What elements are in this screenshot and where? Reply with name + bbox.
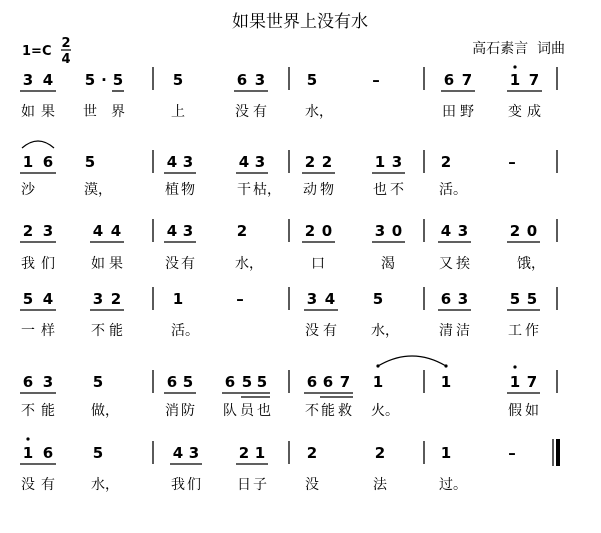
octave-dot-high: [376, 364, 379, 367]
lyric: 物: [181, 182, 195, 198]
lyric: 口: [311, 256, 325, 272]
lyric: 也: [257, 403, 271, 419]
note: 5: [22, 290, 34, 308]
lyrics-4: [21, 322, 539, 339]
lyric: 做，: [91, 403, 119, 419]
note: 7: [528, 71, 540, 89]
system-3: [23, 222, 537, 240]
lyrics-3: [21, 255, 545, 272]
lyric: 没: [21, 477, 35, 493]
lyrics-2: [21, 181, 467, 198]
note: 1: [172, 290, 184, 308]
lyric: 有: [253, 104, 267, 120]
note: 2: [321, 153, 333, 171]
note: 4: [238, 153, 250, 171]
note: 7: [526, 373, 538, 391]
lyric: 日: [237, 477, 251, 493]
note: 3: [182, 153, 194, 171]
lyric: 能: [41, 403, 55, 419]
note: 5: [112, 71, 124, 89]
note: 3: [92, 290, 104, 308]
note: 5: [92, 373, 104, 391]
lyric: 一: [21, 323, 35, 339]
system-1: [23, 71, 539, 89]
lyric: 水，: [235, 256, 263, 272]
lyric: 不: [390, 182, 404, 198]
octave-dot-high: [513, 65, 516, 68]
lyric: 不: [91, 323, 105, 339]
lyric: 能: [109, 323, 123, 339]
lyric: 水，: [305, 104, 333, 120]
note: 2: [306, 444, 318, 462]
lyric: 挨: [456, 256, 470, 272]
lyric: 活。: [171, 323, 199, 339]
note: 3: [254, 153, 266, 171]
lyric: 过。: [439, 477, 467, 493]
lyric: 如: [21, 104, 35, 120]
lyric: 工: [508, 323, 522, 339]
time-signature-top: 2: [61, 36, 71, 51]
note: 2: [110, 290, 122, 308]
note: 0: [391, 222, 403, 240]
song-title: 如果世界上没有水: [232, 12, 368, 32]
note: 3: [254, 71, 266, 89]
lyric: 沙: [21, 182, 35, 198]
lyric: 果: [41, 104, 55, 120]
lyric: 没: [235, 104, 249, 120]
note: 5: [526, 290, 538, 308]
lyric: 成: [527, 104, 541, 120]
note: 1: [254, 444, 266, 462]
note: 6: [42, 153, 54, 171]
lyric: 能: [321, 403, 335, 419]
lyric: 变: [508, 104, 522, 120]
system-6: [23, 444, 516, 462]
note: 5: [241, 373, 253, 391]
note: 2: [304, 153, 316, 171]
note: 4: [42, 290, 54, 308]
note: 5: [256, 373, 268, 391]
lyric: 水，: [91, 477, 119, 493]
note: 1: [440, 444, 452, 462]
lyric: 消: [165, 403, 179, 419]
octave-dot-high: [444, 364, 447, 367]
lyric: 水，: [371, 323, 399, 339]
note: 0: [526, 222, 538, 240]
note: 5: [172, 71, 184, 89]
lyric: 子: [253, 477, 267, 493]
lyric: 不: [21, 403, 35, 419]
lyric: 防: [181, 403, 195, 419]
note: 4: [324, 290, 336, 308]
lyric: 队: [223, 403, 237, 419]
lyric: 清: [439, 323, 453, 339]
system-2-marks: [20, 141, 557, 173]
lyric: 没: [305, 323, 319, 339]
lyric: 救: [338, 403, 352, 419]
lyric: 枯，: [253, 182, 281, 198]
note: 2: [22, 222, 34, 240]
lyric: 植: [165, 182, 179, 198]
slur: [22, 141, 54, 148]
note: 3: [306, 290, 318, 308]
note: 6: [166, 373, 178, 391]
note: 5: [84, 71, 96, 89]
note: 6: [224, 373, 236, 391]
lyric: 有: [41, 477, 55, 493]
note: 4: [440, 222, 452, 240]
lyric: 有: [181, 256, 195, 272]
note: 3: [22, 71, 34, 89]
system-5: [23, 373, 537, 391]
lyric: 员: [240, 403, 254, 419]
lyric: 法: [373, 477, 387, 493]
note: 5: [509, 290, 521, 308]
lyric: 物: [320, 182, 334, 198]
note: 5: [372, 290, 384, 308]
key-signature: 1=C: [22, 44, 52, 59]
note: 3: [42, 222, 54, 240]
note: 1: [374, 153, 386, 171]
note: 4: [42, 71, 54, 89]
note: 4: [166, 153, 178, 171]
note: 3: [374, 222, 386, 240]
lyric: 没: [165, 256, 179, 272]
note: 6: [22, 373, 34, 391]
note: 6: [443, 71, 455, 89]
lyrics-1: [21, 103, 541, 120]
lyric: 干: [237, 182, 251, 198]
note: 5: [84, 153, 96, 171]
note: 1: [509, 71, 521, 89]
lyric: 饿，: [517, 256, 545, 272]
note: 3: [42, 373, 54, 391]
lyric: 作: [525, 323, 539, 339]
note: 4: [172, 444, 184, 462]
note: 6: [306, 373, 318, 391]
lyric: 火。: [371, 403, 399, 419]
lyric: 们: [41, 256, 55, 272]
lyric: 洁: [456, 323, 470, 339]
lyric: 果: [109, 256, 123, 272]
note: 2: [304, 222, 316, 240]
lyric: 野: [460, 104, 474, 120]
lyric: 活。: [439, 182, 467, 198]
dash: –: [236, 290, 244, 308]
lyric: 界: [111, 104, 125, 120]
dash: –: [372, 71, 380, 89]
tie: [378, 356, 446, 366]
note: 7: [461, 71, 473, 89]
note: 3: [457, 222, 469, 240]
note: 2: [238, 444, 250, 462]
note: 6: [440, 290, 452, 308]
lyric: 田: [442, 104, 456, 120]
note: 6: [236, 71, 248, 89]
system-2: [23, 153, 516, 171]
note: 0: [321, 222, 333, 240]
lyric: 们: [187, 477, 201, 493]
lyric: 世: [83, 104, 97, 120]
note: 4: [166, 222, 178, 240]
note: 1: [22, 444, 34, 462]
final-barline-thick: [556, 439, 560, 466]
note: 2: [374, 444, 386, 462]
lyric: 上: [171, 104, 185, 120]
lyric: 动: [303, 182, 317, 198]
system-4: [23, 290, 537, 308]
lyric: 假: [508, 403, 522, 419]
dash: –: [508, 153, 516, 171]
lyric: 样: [41, 323, 55, 339]
octave-dot-high: [26, 437, 29, 440]
lyrics-5: [21, 402, 539, 419]
lyric: 渴: [381, 256, 395, 272]
octave-dot-high: [513, 365, 516, 368]
credits: 高石素言 词曲: [472, 41, 565, 57]
lyric: 我: [171, 477, 185, 493]
time-signature-bottom: 4: [61, 52, 71, 67]
augmentation-dot: ·: [101, 71, 107, 89]
note: 2: [236, 222, 248, 240]
note: 1: [509, 373, 521, 391]
note: 1: [372, 373, 384, 391]
dash: –: [508, 444, 516, 462]
note: 4: [110, 222, 122, 240]
note: 4: [92, 222, 104, 240]
note: 7: [339, 373, 351, 391]
note: 2: [440, 153, 452, 171]
note: 6: [322, 373, 334, 391]
note: 3: [391, 153, 403, 171]
note: 1: [440, 373, 452, 391]
note: 2: [509, 222, 521, 240]
note: 1: [22, 153, 34, 171]
lyric: 也: [373, 182, 387, 198]
lyric: 我: [21, 256, 35, 272]
note: 6: [42, 444, 54, 462]
lyric: 漠，: [84, 182, 112, 198]
lyric: 有: [323, 323, 337, 339]
lyric: 如: [525, 403, 539, 419]
lyric: 不: [305, 403, 319, 419]
lyrics-6: [21, 476, 467, 493]
note: 3: [182, 222, 194, 240]
lyric: 如: [91, 256, 105, 272]
note: 5: [306, 71, 318, 89]
note: 5: [92, 444, 104, 462]
note: 3: [457, 290, 469, 308]
lyric: 没: [305, 477, 319, 493]
note: 5: [182, 373, 194, 391]
lyric: 又: [439, 256, 453, 272]
note: 3: [188, 444, 200, 462]
